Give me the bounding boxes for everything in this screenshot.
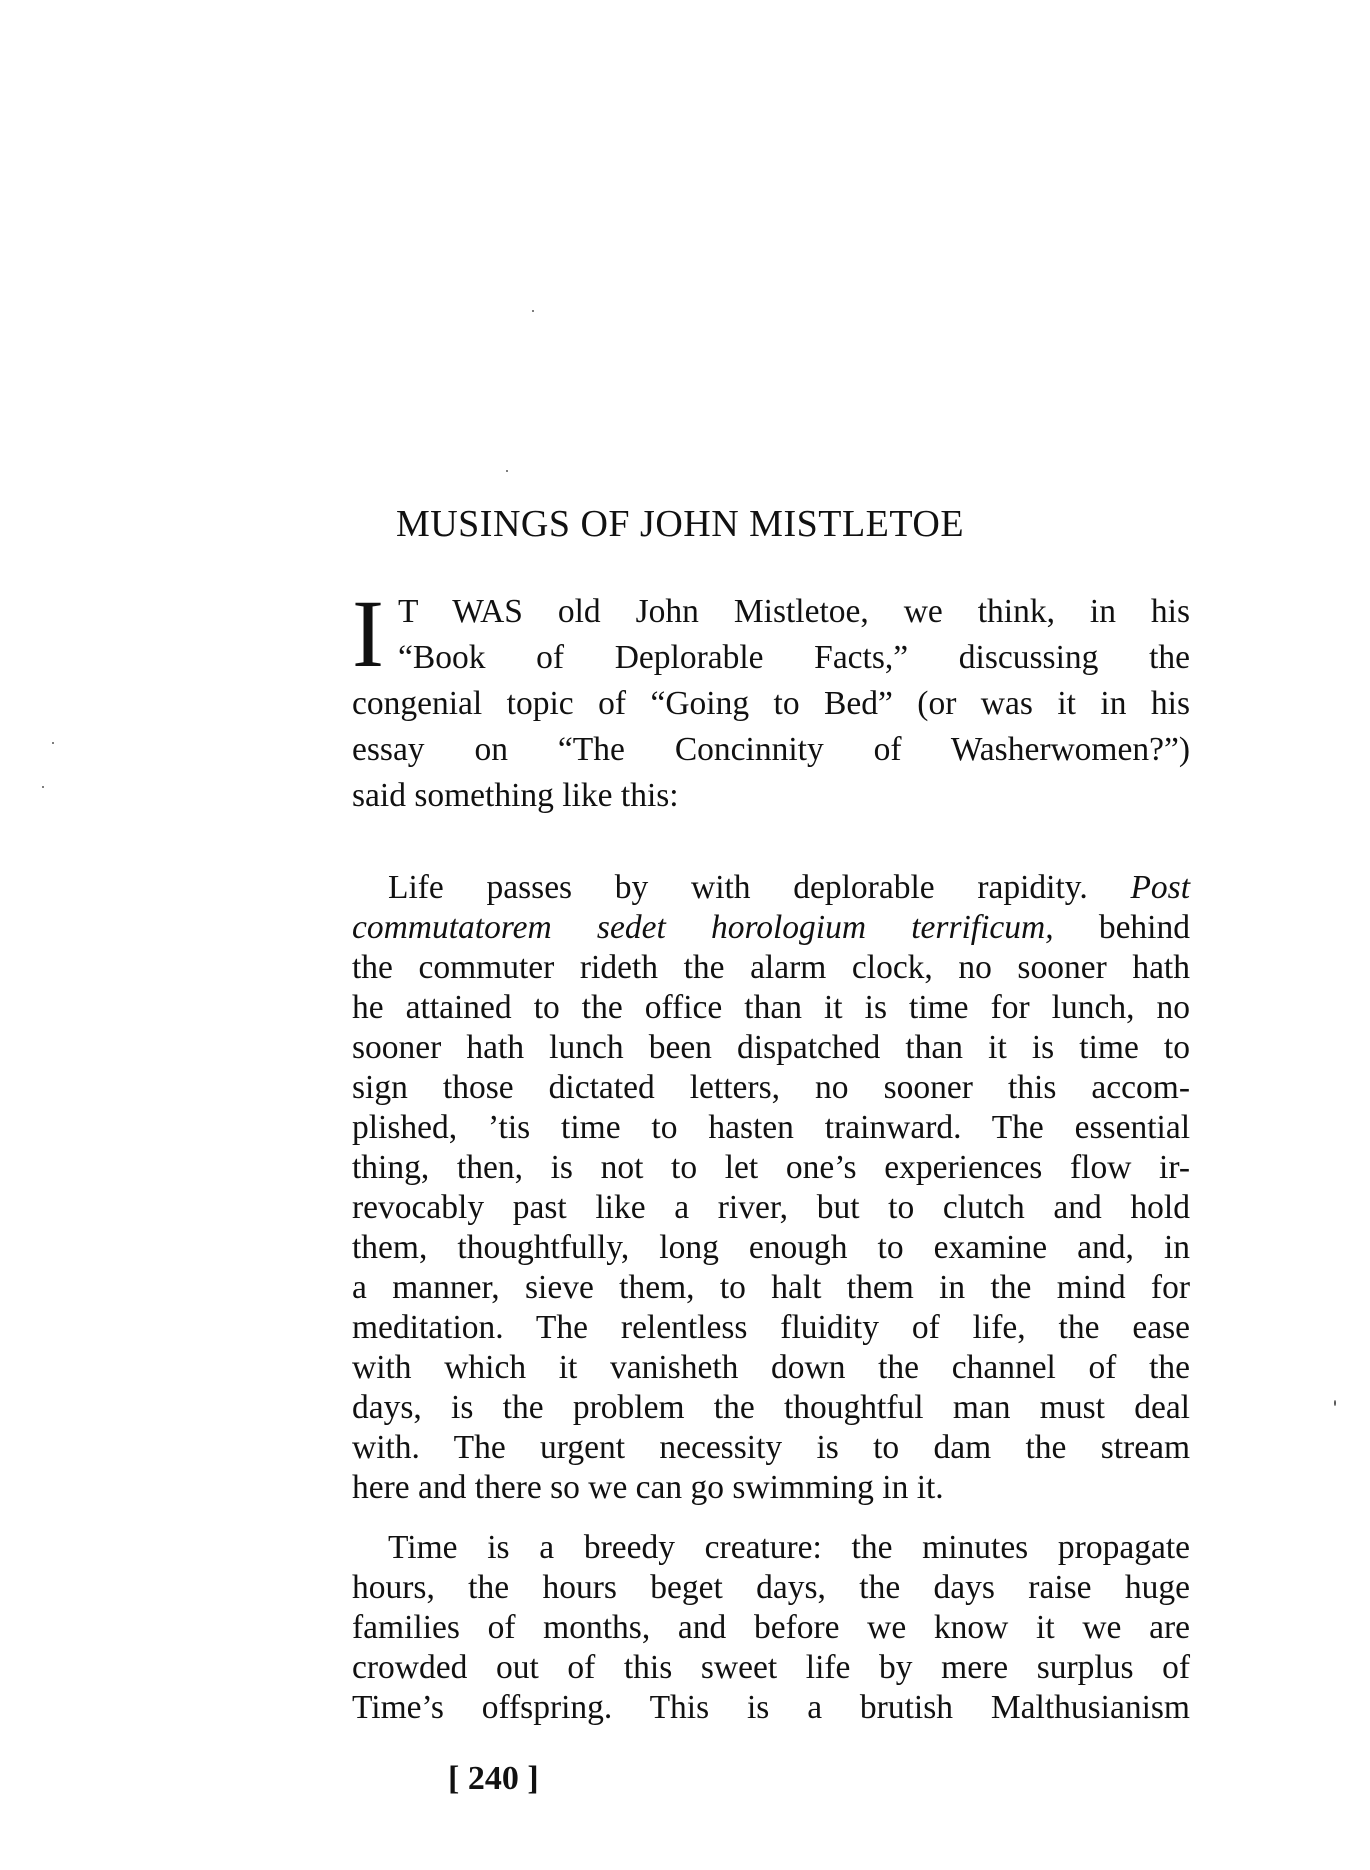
quote-line: them, thoughtfully, long enough to examine and, in (352, 1229, 1190, 1266)
intro-line: said something like this: (352, 777, 679, 814)
quote-line-plain: behind (1098, 909, 1190, 946)
scan-speck (506, 470, 508, 472)
drop-cap: I (352, 580, 384, 687)
page-title: MUSINGS OF JOHN MISTLETOE (395, 503, 965, 545)
intro-line: congenial topic of “Going to Bed” (or was it in his (352, 685, 1190, 722)
scan-speck (52, 742, 54, 744)
intro-line: “Book of Deplorable Facts,” discussing the (398, 639, 1190, 676)
paragraph-line: crowded out of this sweet life by mere surplus of (352, 1649, 1190, 1686)
quote-line: days, is the problem the thoughtful man must deal (352, 1389, 1190, 1426)
intro-paragraph (352, 590, 1190, 830)
quoted-passage (352, 866, 1190, 1526)
quote-line: meditation. The relentless fluidity of life, the ease (352, 1309, 1190, 1346)
paragraph-line: Time’s offspring. This is a brutish Malthusianism (352, 1689, 1190, 1726)
quote-line: sign those dictated letters, no sooner this accom- (352, 1069, 1190, 1106)
page-number: [ 240 ] (448, 1760, 539, 1797)
quote-line: with which it vanisheth down the channel of the (352, 1349, 1190, 1386)
quote-line: with. The urgent necessity is to dam the stream (352, 1429, 1190, 1466)
scan-speck (532, 310, 534, 312)
quote-line: he attained to the office than it is time for lunch, no (352, 989, 1190, 1026)
quote-line-plain: Life passes by with deplorable rapidity. (388, 869, 1088, 906)
quote-line: sooner hath lunch been dispatched than it is time to (352, 1029, 1190, 1066)
intro-line: essay on “The Concinnity of Washerwomen?”) (352, 731, 1190, 768)
quote-line: a manner, sieve them, to halt them in the mind for (352, 1269, 1190, 1306)
quote-line-italic: Post (1130, 869, 1190, 906)
paragraph-line: families of months, and before we know it we are (352, 1609, 1190, 1646)
paragraph-line: Time is a breedy creature: the minutes propagate (388, 1529, 1190, 1566)
scan-speck (42, 786, 44, 788)
paragraph-line: hours, the hours beget days, the days raise huge (352, 1569, 1190, 1606)
quote-line: the commuter rideth the alarm clock, no sooner hath (352, 949, 1190, 986)
quote-line: plished, ’tis time to hasten trainward. The essential (352, 1109, 1190, 1146)
intro-line: T WAS old John Mistletoe, we think, in his (398, 593, 1190, 630)
quote-line-italic: commutatorem sedet horologium terrificum, (352, 909, 1054, 946)
quote-line: here and there so we can go swimming in it. (352, 1469, 944, 1506)
quote-line (352, 906, 1190, 950)
scan-speck (1334, 1400, 1336, 1406)
quote-line (388, 866, 1190, 910)
quote-line: revocably past like a river, but to clutch and hold (352, 1189, 1190, 1226)
quote-line: thing, then, is not to let one’s experiences flow ir- (352, 1149, 1190, 1186)
second-paragraph (352, 1526, 1190, 1746)
